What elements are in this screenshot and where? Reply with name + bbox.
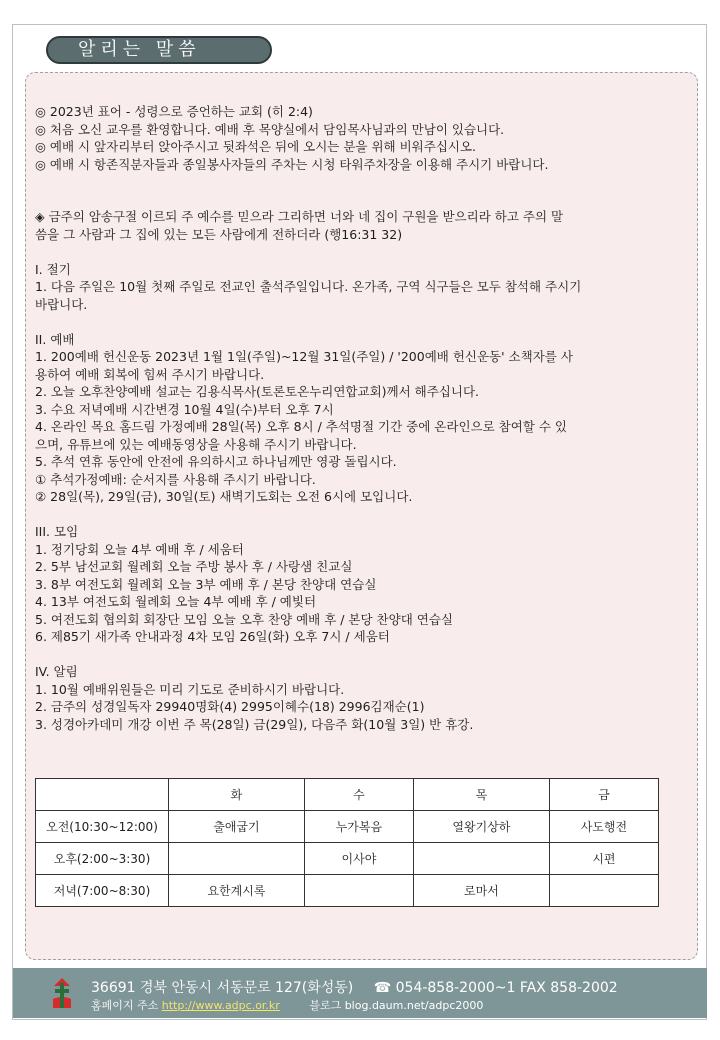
intro-line: ◎ 예배 시 앞자리부터 앉아주시고 뒷좌석은 뒤에 오시는 분을 위해 비워주십시오. [35, 139, 477, 154]
table-row [36, 875, 659, 907]
section-line: 용하여 예배 회복에 힘써 주시기 바랍니다. [35, 366, 265, 382]
section-heading: III. 모임 [35, 524, 79, 539]
section-line: 5. 추석 연휴 동안에 안전에 유의하시고 하나님께만 영광 돌립시다. [35, 454, 397, 469]
footer-bar [13, 968, 707, 1018]
section-meetings [35, 523, 655, 646]
table-cell [413, 843, 549, 875]
section-line: 1. 200예배 헌신운동 2023년 1월 1일(주일)~12월 31일(주일) / '200예배 헌신운동' 소책자를 사 [35, 349, 573, 364]
footer-contact [91, 977, 618, 997]
section-line: 으며, 유튜브에 있는 예배동영상을 사용해 주시기 바랍니다. [35, 436, 357, 452]
section-line: 바랍니다. [35, 296, 88, 312]
section-line: 4. 13부 여전도회 월례회 오늘 4부 예배 후 / 예빛터 [35, 594, 317, 609]
table-cell: 시편 [549, 843, 658, 875]
table-row [36, 811, 659, 843]
table-row-label: 오후(2:00~3:30) [36, 843, 169, 875]
intro-block [35, 103, 655, 173]
table-header-cell: 화 [169, 779, 305, 811]
table-row-label: 저녁(7:00~8:30) [36, 875, 169, 907]
table-cell: 로마서 [413, 875, 549, 907]
section-festival [35, 261, 655, 314]
table-cell: 출애굽기 [169, 811, 305, 843]
section-worship [35, 331, 655, 506]
section-line: ② 28일(목), 29일(금), 30일(토) 새벽기도회는 오전 6시에 모입니다. [35, 489, 413, 504]
table-cell: 요한계시록 [169, 875, 305, 907]
table-row-label: 오전(10:30~12:00) [36, 811, 169, 843]
intro-line: ◎ 처음 오신 교우를 환영합니다. 예배 후 목양실에서 담임목사님과의 만남이 있습니다. [35, 121, 505, 137]
table-cell: 이사야 [304, 843, 413, 875]
table-cell: 열왕기상하 [413, 811, 549, 843]
homepage-link[interactable]: http://www.adpc.or.kr [161, 999, 280, 1012]
table-cell: 누가복음 [304, 811, 413, 843]
section-line: 1. 10월 예배위원들은 미리 기도로 준비하시기 바랍니다. [35, 681, 345, 697]
section-notices [35, 663, 655, 733]
section-line: 4. 온라인 목요 홈드림 가정예배 28일(목) 오후 8시 / 추석명절 기간 중에 온라인으로 참여할 수 있 [35, 419, 567, 434]
table-header-cell: 금 [549, 779, 658, 811]
footer-links [91, 997, 483, 1013]
memory-verse-line: 씀을 그 사람과 그 집에 있는 모든 사람에게 전하더라 (행16:31 32) [35, 226, 403, 242]
intro-line: ◎ 2023년 표어 - 성령으로 증언하는 교회 (히 2:4) [35, 104, 313, 119]
memory-verse-line: ◈ 금주의 암송구절 이르되 주 예수를 믿으라 그리하면 너와 네 집이 구원을 받으리라 하고 주의 말 [35, 209, 564, 224]
section-line: 2. 5부 남선교회 월례회 오늘 주방 봉사 후 / 사랑샘 친교실 [35, 559, 353, 574]
section-line: 1. 정기당회 오늘 4부 예배 후 / 세움터 [35, 541, 244, 557]
section-line: 3. 8부 여전도회 월례회 오늘 3부 예배 후 / 본당 찬양대 연습실 [35, 576, 377, 592]
table-cell [549, 875, 658, 907]
section-line: 1. 다음 주일은 10월 첫째 주일로 전교인 출석주일입니다. 온가족, 구역 식구들은 모두 참석해 주시기 [35, 279, 582, 294]
section-line: ① 추석가정예배: 순서지를 사용해 주시기 바랍니다. [35, 471, 316, 487]
homepage-label: 홈페이지 주소 [91, 999, 159, 1012]
section-heading: I. 절기 [35, 261, 71, 277]
section-heading: IV. 알림 [35, 664, 78, 679]
table-header-cell [36, 779, 169, 811]
table-row [36, 843, 659, 875]
table-cell: 사도행전 [549, 811, 658, 843]
section-line: 3. 수요 저녁예배 시간변경 10월 4일(수)부터 오후 7시 [35, 401, 334, 417]
church-logo-icon [51, 977, 73, 1009]
academy-schedule-table [35, 778, 659, 907]
footer-address: 36691 경북 안동시 서동문로 127(화성동) [91, 980, 354, 996]
section-line: 6. 제85기 새가족 안내과정 4차 모임 26일(화) 오후 7시 / 세움터 [35, 629, 390, 644]
section-heading: II. 예배 [35, 331, 75, 347]
table-header-cell: 목 [413, 779, 549, 811]
section-line: 2. 오늘 오후찬양예배 설교는 김용식목사(토론토온누리연합교회)께서 해주십니다. [35, 384, 479, 399]
footer-phone: ☎ 054-858-2000~1 FAX 858-2002 [373, 980, 618, 996]
announcement-content [35, 103, 655, 733]
section-line: 5. 여전도회 협의회 회장단 모임 오늘 오후 찬양 예배 후 / 본당 찬양대 연습실 [35, 611, 453, 627]
table-header-cell: 수 [304, 779, 413, 811]
page-title: 알리는 말씀 [46, 36, 272, 64]
section-line: 2. 금주의 성경일독자 29940명화(4) 2995이혜수(18) 2996김재순(1) [35, 699, 425, 714]
table-cell [169, 843, 305, 875]
section-line: 3. 성경아카데미 개강 이번 주 목(28일) 금(29일), 다음주 화(10월 3일) 반 휴강. [35, 716, 474, 732]
blog-address: 블로그 blog.daum.net/adpc2000 [309, 999, 484, 1012]
intro-line: ◎ 예배 시 항존직분자들과 종일봉사자들의 주차는 시청 타워주차장을 이용해 주시기 바랍니다. [35, 156, 549, 172]
memory-verse [35, 208, 655, 243]
table-cell [304, 875, 413, 907]
table-header-row [36, 779, 659, 811]
